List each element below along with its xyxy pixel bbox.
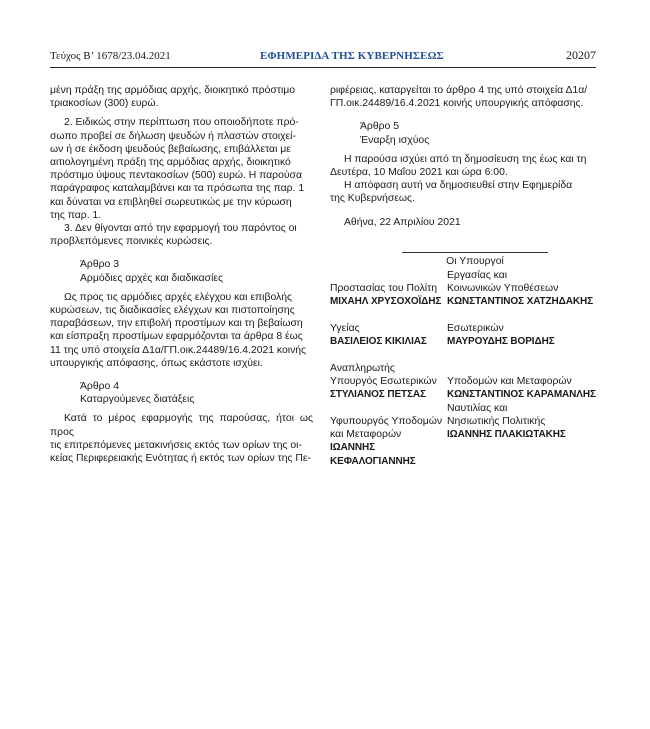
text-line: 3. Δεν θίγονται από την εφαρμογή του παρόντος οι xyxy=(64,223,297,235)
minister-name: ΜΑΥΡΟΥΔΗΣ ΒΟΡΙΔΗΣ xyxy=(447,336,555,348)
gazette-title: ΕΦΗΜΕΡΙΔΑ ΤΗΣ ΚΥΒΕΡΝΗΣΕΩΣ xyxy=(260,50,444,62)
minister-name: ΚΩΝΣΤΑΝΤΙΝΟΣ ΚΑΡΑΜΑΝΛΗΣ xyxy=(447,389,596,401)
minister-role: Νησιωτικής Πολιτικής xyxy=(447,416,546,428)
text-line: τριακοσίων (300) ευρώ. xyxy=(50,98,159,110)
text-line: 2. Ειδικώς στην περίπτωση που οποιοδήποτε πρό- xyxy=(64,117,299,129)
minister-name: ΣΤΥΛΙΑΝΟΣ ΠΕΤΣΑΣ xyxy=(330,389,426,401)
minister-name: ΙΩΑΝΝΗΣ ΠΛΑΚΙΩΤΑΚΗΣ xyxy=(447,429,566,441)
minister-entry xyxy=(447,269,597,309)
text-line: υπουργικής απόφασης, όπως εκάστοτε ισχύει. xyxy=(50,357,263,369)
minister-role: Ναυτιλίας και xyxy=(447,403,508,414)
minister-name: ΒΑΣΙΛΕΙΟΣ ΚΙΚΙΛΙΑΣ xyxy=(330,336,427,348)
minister-name: ΚΕΦΑΛΟΓΙΑΝΝΗΣ xyxy=(330,455,416,467)
minister-role: Προστασίας του Πολίτη xyxy=(330,283,437,294)
text-line: σωπο προβεί σε δήλωση ψευδών ή πλαστών στοιχεί- xyxy=(50,130,296,142)
page-number: 20207 xyxy=(566,48,596,62)
spacer xyxy=(330,206,597,216)
minister-role: Εσωτερικών xyxy=(447,323,504,334)
text-line: και δύναται να επιβληθεί σωρευτικώς με την κύρωση xyxy=(50,196,292,208)
left-column xyxy=(50,84,313,465)
text-line: Κατά το μέρος εφαρμογής της παρούσας, ήτοι ως προς xyxy=(50,413,313,438)
text-line: της Κυβερνήσεως. xyxy=(330,193,415,205)
minister-entry xyxy=(447,322,597,348)
page-header xyxy=(50,48,596,64)
article-3-title: Αρμόδιες αρχές και διαδικασίες xyxy=(80,272,224,284)
minister-name: ΚΩΝΣΤΑΝΤΙΝΟΣ ΧΑΤΖΗΔΑΚΗΣ xyxy=(447,296,593,308)
text-line: πρόστιμο ύψους πεντακοσίων (500) ευρώ. Η παρούσα xyxy=(50,170,302,182)
ministers-rule xyxy=(402,252,548,253)
right-column xyxy=(330,84,597,229)
spacer xyxy=(50,248,313,258)
minister-role: Υφυπουργός Υποδομών xyxy=(330,416,443,427)
text-line: Η παρούσα ισχύει από τη δημοσίευση της έως και τη xyxy=(344,153,587,165)
text-line: τις επιτρεπόμενες μετακινήσεις εκτός των ορίων της οι- xyxy=(50,439,302,451)
text-line: κυρώσεων, τις διαδικασίες ελέγχων και πιστοποίησης xyxy=(50,305,295,317)
minister-role: Υπουργός Εσωτερικών xyxy=(330,376,437,388)
issue-reference: Τεύχος Β’ 1678/23.04.2021 xyxy=(50,50,171,62)
text-line: Ως προς τις αρμόδιες αρχές ελέγχου και επιβολής xyxy=(64,291,293,303)
text-line: ων ή σε έκδοση ψευδούς βεβαίωσης, επιβάλλεται με xyxy=(50,143,291,155)
minister-role: Υγείας xyxy=(330,323,360,334)
minister-role: Κοινωνικών Υποθέσεων xyxy=(447,283,559,295)
signing-date: Αθήνα, 22 Απριλίου 2021 xyxy=(344,216,461,228)
minister-role: Εργασίας και xyxy=(447,270,508,281)
article-5-title: Έναρξη ισχύος xyxy=(360,134,430,146)
minister-name: ΙΩΑΝΝΗΣ xyxy=(330,442,375,454)
minister-entry xyxy=(447,402,597,442)
text-line: μένη πράξη της αρμόδιας αρχής, διοικητικό πρόστιμο xyxy=(50,85,296,96)
text-line: Δευτέρα, 10 Μαΐου 2021 και ώρα 6:00. xyxy=(330,167,508,179)
header-rule xyxy=(50,67,596,68)
text-line: ΓΠ.οικ.24489/16.4.2021 κοινής υπουργικής απόφασης. xyxy=(330,98,584,110)
minister-role: Αναπληρωτής xyxy=(330,363,395,374)
text-line: και είσπραξη προστίμων εφαρμόζονται τα άρθρα 8 έως xyxy=(50,331,303,343)
minister-role: και Μεταφορών xyxy=(330,429,402,441)
article-3-number: Άρθρο 3 xyxy=(80,259,119,271)
text-line: κείας Περιφερειακής Ενότητας ή εκτός των ορίων της Πε- xyxy=(50,453,311,465)
article-5-number: Άρθρο 5 xyxy=(360,121,399,133)
spacer xyxy=(50,370,313,380)
article-4-number: Άρθρο 4 xyxy=(80,381,119,393)
ministers-title: Οι Υπουργοί xyxy=(446,256,504,267)
text-line: ριφέρειας, καταργείται το άρθρο 4 της υπό στοιχεία Δ1α/ xyxy=(330,85,588,96)
minister-role: Υποδομών και Μεταφορών xyxy=(447,376,572,387)
text-line: της παρ. 1. xyxy=(50,209,102,221)
text-line: 11 της υπό στοιχεία Δ1α/ΓΠ.οικ.24489/16.4.2021 κοινής xyxy=(50,344,307,356)
minister-name: ΜΙΧΑΗΛ ΧΡΥΣΟΧΟΪΔΗΣ xyxy=(330,296,442,308)
text-line: αιτιολογημένη πράξη της αρμόδιας αρχής, διοικητικό xyxy=(50,157,291,169)
minister-entry xyxy=(447,375,597,401)
text-line: Η απόφαση αυτή να δημοσιευθεί στην Εφημερίδα xyxy=(344,180,573,192)
text-line: προβλεπόμενες ποινικές κυρώσεις. xyxy=(50,236,213,248)
text-line: παραβάσεων, την επιβολή προστίμων και τη βεβαίωση xyxy=(50,318,303,330)
text-line: παράγραφος καταλαμβάνει και τα πρόσωπα της παρ. 1 xyxy=(50,183,305,195)
spacer xyxy=(330,110,597,120)
article-4-title: Καταργούμενες διατάξεις xyxy=(80,394,195,406)
